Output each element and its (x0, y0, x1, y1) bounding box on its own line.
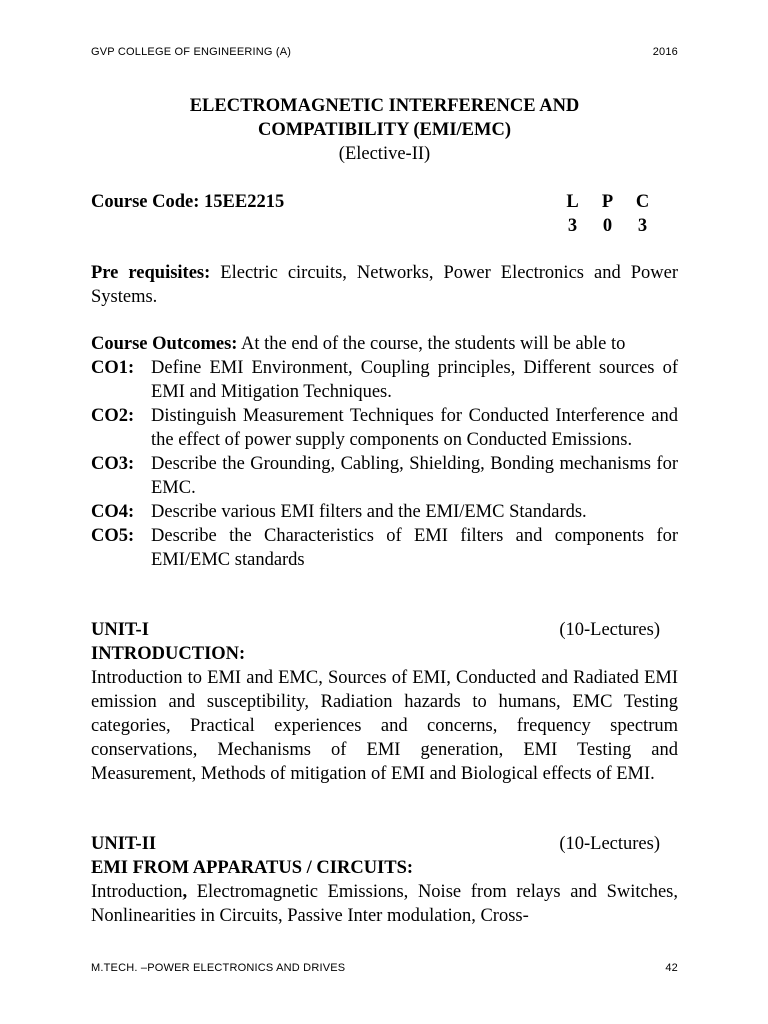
co-label: CO3: (91, 454, 135, 474)
course-code: Course Code: 15EE2215 (91, 192, 285, 212)
footer-program: M.TECH. –POWER ELECTRONICS AND DRIVES (91, 962, 346, 974)
course-outcomes-list (91, 356, 678, 572)
unit-2-body-rest: Electromagnetic Emissions, Noise from relays and Switches, Nonlinearities in Circuits, Passive Inter modulation, Cross- (91, 882, 678, 926)
co-text: Describe various EMI filters and the EMI/EMC Standards. (151, 502, 587, 522)
co-text: Distinguish Measurement Techniques for Conducted Interference and the effect of power supply components on Conducted Emissions. (151, 406, 678, 450)
unit-2-body (91, 880, 678, 928)
lpc-table (555, 190, 660, 238)
lpc-header-p: P (601, 192, 614, 212)
course-outcome-item (91, 404, 678, 452)
lpc-value-p: 0 (602, 216, 613, 236)
lpc-header-l: L (566, 192, 579, 212)
course-outcomes-intro-text: At the end of the course, the students will be able to (237, 334, 626, 354)
course-outcome-item (91, 356, 678, 404)
unit-1-lectures: (10-Lectures) (559, 620, 660, 640)
lpc-header-c: C (635, 192, 650, 212)
co-label: CO5: (91, 526, 135, 546)
unit-2-heading: EMI FROM APPARATUS / CIRCUITS: (91, 858, 414, 878)
course-outcome-item (91, 500, 678, 524)
page-footer (91, 962, 678, 974)
unit-1-section (91, 618, 678, 786)
prerequisites-label: Pre requisites: (91, 263, 211, 283)
course-title (91, 94, 678, 166)
unit-2-section (91, 832, 678, 928)
co-text: Define EMI Environment, Coupling principles, Different sources of EMI and Mitigation Techniques. (151, 358, 678, 402)
prerequisites-text: Electric circuits, Networks, Power Electronics and Power Systems. (91, 263, 678, 307)
co-label: CO2: (91, 406, 135, 426)
co-label: CO4: (91, 502, 135, 522)
lpc-header-row (555, 190, 660, 214)
unit-1-header (91, 618, 678, 642)
course-outcome-item (91, 524, 678, 572)
title-subtitle: (Elective-II) (338, 144, 431, 164)
title-line-2: COMPATIBILITY (EMI/EMC) (257, 120, 511, 140)
unit-1-heading: INTRODUCTION: (91, 644, 246, 664)
co-text: Describe the Characteristics of EMI filters and components for EMI/EMC standards (151, 526, 678, 570)
co-label: CO1: (91, 358, 135, 378)
co-text: Describe the Grounding, Cabling, Shielding, Bonding mechanisms for EMC. (151, 454, 678, 498)
title-line-1: ELECTROMAGNETIC INTERFERENCE AND (189, 96, 580, 116)
unit-2-body-comma: , (182, 882, 188, 902)
lpc-value-c: 3 (637, 216, 648, 236)
header-year: 2016 (652, 46, 678, 58)
unit-2-header (91, 832, 678, 856)
course-outcomes-intro (91, 332, 678, 356)
unit-1-name: UNIT-I (91, 620, 149, 640)
lpc-value-row (555, 214, 660, 238)
unit-1-body: Introduction to EMI and EMC, Sources of EMI, Conducted and Radiated EMI emission and susceptibility, Radiation hazards to humans, EMC Testing categories, Practical experiences and concerns, frequency spectrum conservations, Mechanisms of EMI generation, EMI Testing and Measurement, Methods of mitigation of EMI and Biological effects of EMI. (91, 668, 678, 784)
course-code-row (91, 190, 678, 238)
course-outcomes-label: Course Outcomes: (91, 334, 238, 354)
page-number: 42 (665, 962, 678, 974)
page-header (91, 46, 678, 58)
prerequisites (91, 261, 678, 309)
course-outcome-item (91, 452, 678, 500)
unit-2-name: UNIT-II (91, 834, 157, 854)
unit-2-lectures: (10-Lectures) (559, 834, 660, 854)
college-name: GVP COLLEGE OF ENGINEERING (A) (91, 46, 292, 58)
lpc-value-l: 3 (567, 216, 578, 236)
unit-2-body-start: Introduction (91, 882, 183, 902)
